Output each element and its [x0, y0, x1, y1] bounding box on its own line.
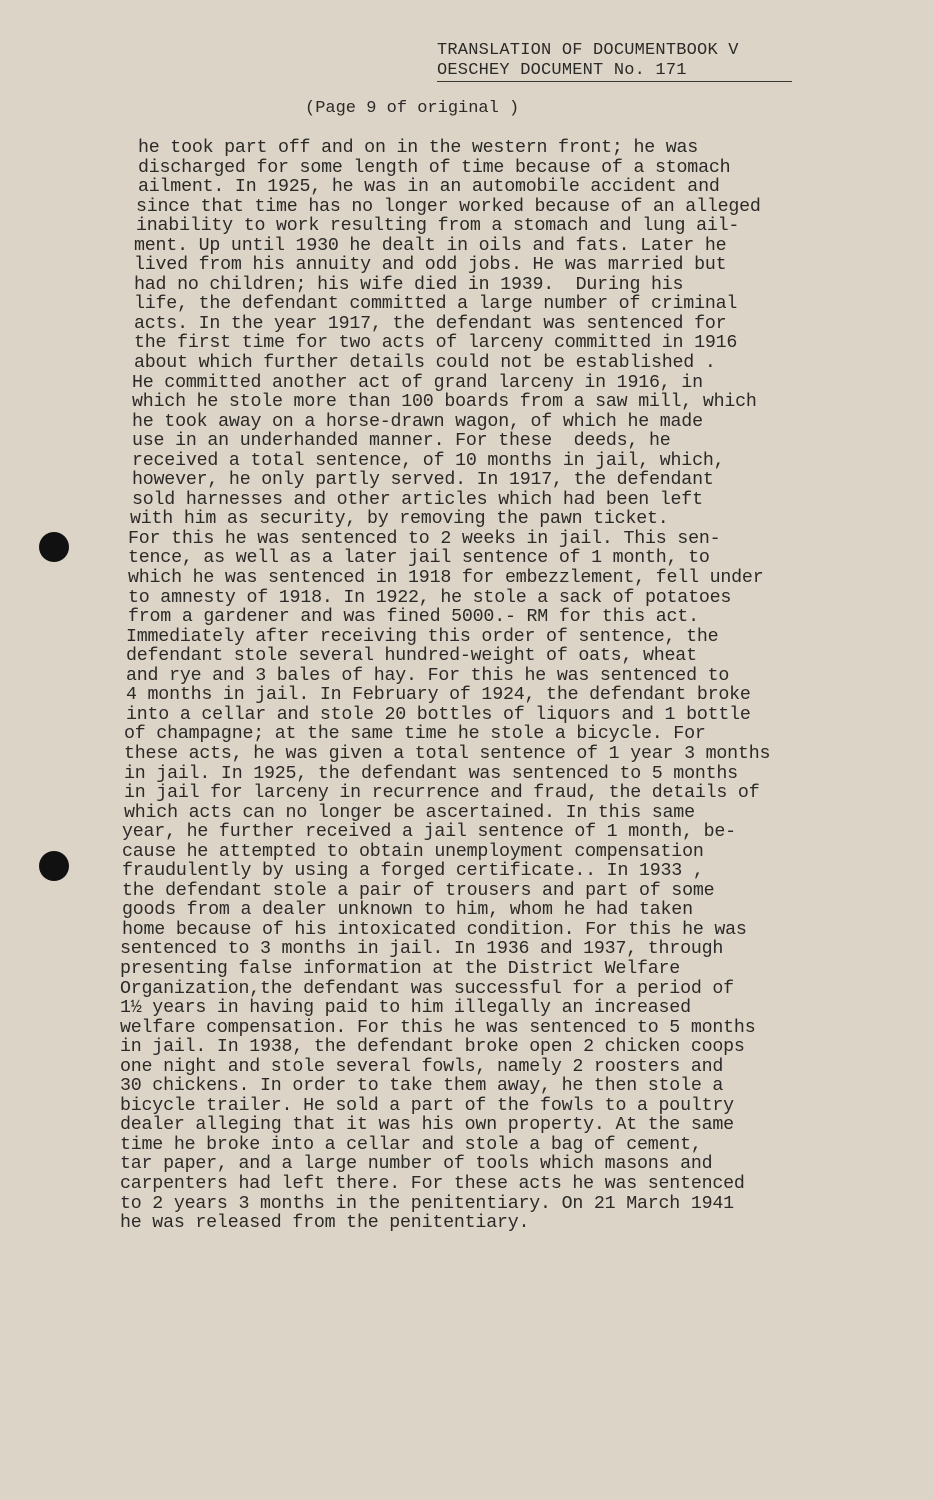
body-text-line: carpenters had left there. For these acts he was sentenced	[120, 1173, 745, 1194]
body-text-line: which he was sentenced in 1918 for embezzlement, fell under	[128, 568, 764, 589]
body-text-line: to 2 years 3 months in the penitentiary. On 21 March 1941	[120, 1193, 734, 1214]
body-text-line: 30 chickens. In order to take them away, he then stole a	[120, 1076, 724, 1097]
body-text-line: tence, as well as a later jail sentence of 1 month, to	[128, 548, 710, 569]
body-text-line: sentenced to 3 months in jail. In 1936 and 1937, through	[120, 939, 724, 960]
body-text-line: these acts, he was given a total sentence of 1 year 3 months	[124, 743, 771, 764]
body-text-line: use in an underhanded manner. For these deeds, he	[132, 431, 671, 452]
body-text-line: however, he only partly served. In 1917, the defendant	[132, 470, 714, 491]
body-text-line: with him as security, by removing the pawn ticket.	[130, 509, 669, 530]
body-text-line: He committed another act of grand larceny in 1916, in	[132, 372, 703, 393]
body-text-line: dealer alleging that it was his own property. At the same	[120, 1115, 734, 1136]
body-text-line: presenting false information at the District Welfare	[120, 958, 681, 979]
body-text-line: one night and stole several fowls, namely 2 roosters and	[120, 1056, 724, 1077]
body-text-line: from a gardener and was fined 5000.- RM for this act.	[128, 607, 699, 628]
body-text-line: the first time for two acts of larceny committed in 1916	[134, 333, 738, 354]
document-body	[120, 139, 835, 1234]
body-text-line: in jail for larceny in recurrence and fraud, the details of	[124, 783, 760, 804]
body-text-line: ment. Up until 1930 he dealt in oils and fats. Later he	[134, 235, 727, 256]
body-text-line: about which further details could not be established .	[134, 353, 716, 374]
body-text-line: ailment. In 1925, he was in an automobile accident and	[138, 177, 720, 198]
body-text-line: Organization,the defendant was successful for a period of	[120, 978, 734, 999]
body-text-line: in jail. In 1925, the defendant was sentenced to 5 months	[124, 763, 738, 784]
body-text-line: which acts can no longer be ascertained. In this same	[124, 802, 695, 823]
document-title: TRANSLATION OF DOCUMENTBOOK V	[437, 41, 739, 60]
body-text-line: discharged for some length of time because of a stomach	[138, 157, 731, 178]
punch-hole-icon	[39, 851, 69, 881]
body-text-line: 1½ years in having paid to him illegally an increased	[120, 998, 691, 1019]
body-text-line: cause he attempted to obtain unemployment compensation	[122, 841, 704, 862]
body-text-line: into a cellar and stole 20 bottles of liquors and 1 bottle	[126, 704, 751, 725]
body-text-line: Immediately after receiving this order of sentence, the	[126, 626, 719, 647]
body-text-line: welfare compensation. For this he was sentenced to 5 months	[120, 1017, 756, 1038]
body-text-line: he took part off and on in the western front; he was	[138, 138, 699, 158]
page-reference: (Page 9 of original )	[305, 99, 520, 118]
body-text-line: time he broke into a cellar and stole a bag of cement,	[120, 1134, 702, 1155]
body-text-line: sold harnesses and other articles which had been left	[132, 489, 703, 510]
body-text-line: had no children; his wife died in 1939. During his	[134, 274, 684, 295]
body-text-line: For this he was sentenced to 2 weeks in jail. This sen-	[128, 528, 721, 549]
body-text-line: bicycle trailer. He sold a part of the fowls to a poultry	[120, 1095, 734, 1116]
body-text-line: he took away on a horse-drawn wagon, of which he made	[132, 411, 703, 432]
punch-hole-icon	[39, 532, 69, 562]
body-text-line: inability to work resulting from a stomach and lung ail-	[136, 216, 740, 237]
body-text-line: acts. In the year 1917, the defendant was sentenced for	[134, 313, 727, 334]
body-text-line: the defendant stole a pair of trousers and part of some	[122, 880, 715, 901]
body-text-line: goods from a dealer unknown to him, whom he had taken	[122, 900, 693, 921]
body-text-line: he was released from the penitentiary.	[120, 1213, 530, 1234]
body-text-line: 4 months in jail. In February of 1924, the defendant broke	[126, 685, 751, 706]
body-text-line: of champagne; at the same time he stole a bicycle. For	[124, 724, 706, 745]
body-text-line: to amnesty of 1918. In 1922, he stole a sack of potatoes	[128, 587, 732, 608]
body-text-line: home because of his intoxicated condition. For this he was	[122, 919, 747, 940]
body-text-line: in jail. In 1938, the defendant broke open 2 chicken coops	[120, 1037, 745, 1058]
body-text-line: tar paper, and a large number of tools which masons and	[120, 1154, 713, 1175]
body-text-line: received a total sentence, of 10 months in jail, which,	[132, 450, 725, 471]
body-text-line: and rye and 3 bales of hay. For this he was sentenced to	[126, 665, 730, 686]
body-text-line: since that time has no longer worked because of an alleged	[136, 196, 761, 217]
document-number: OESCHEY DOCUMENT No. 171	[437, 61, 792, 82]
body-text-line: defendant stole several hundred-weight of oats, wheat	[126, 646, 697, 667]
body-text-line: fraudulently by using a forged certificate.. In 1933 ,	[122, 861, 704, 882]
body-text-line: year, he further received a jail sentence of 1 month, be-	[122, 822, 736, 843]
body-text-line: life, the defendant committed a large number of criminal	[134, 294, 738, 315]
body-text-line: lived from his annuity and odd jobs. He was married but	[134, 255, 727, 276]
body-text-line: which he stole more than 100 boards from a saw mill, which	[132, 392, 757, 413]
